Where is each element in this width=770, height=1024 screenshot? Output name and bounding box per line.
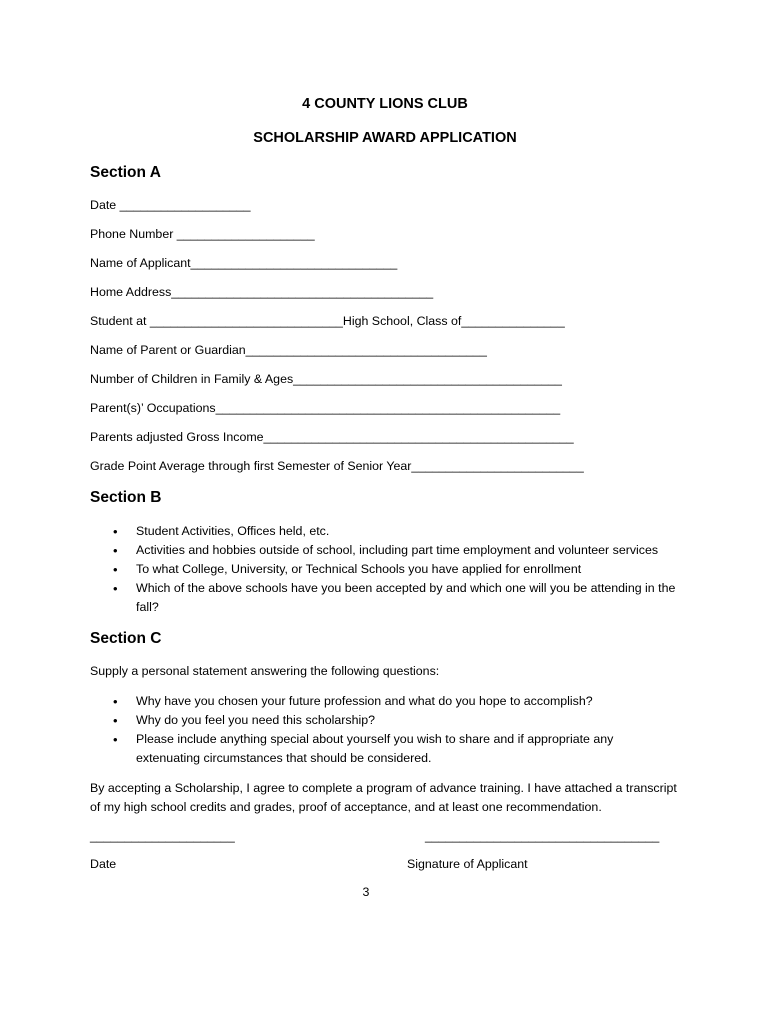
page-number: 3 — [362, 885, 370, 899]
section-c-list — [90, 692, 650, 768]
school-class-field[interactable]: Student at ____________________________High School, Class of_______________ — [90, 314, 565, 328]
club-title: 4 COUNTY LIONS CLUB — [302, 96, 468, 112]
parent-guardian-field[interactable]: Name of Parent or Guardian___________________________________ — [90, 343, 487, 357]
section-b-list — [90, 522, 690, 617]
gpa-field[interactable]: Grade Point Average through first Semester of Senior Year_________________________ — [90, 459, 584, 473]
list-item: • Activities and hobbies outside of school, including part time employment and volunteer services — [90, 541, 690, 560]
section-b-heading: Section B — [90, 489, 162, 506]
section-c-heading: Section C — [90, 630, 162, 647]
form-title: SCHOLARSHIP AWARD APPLICATION — [253, 130, 517, 146]
list-item: • To what College, University, or Technical Schools you have applied for enrollment — [90, 560, 690, 579]
parent-occupations-field[interactable]: Parent(s)’ Occupations__________________________________________________ — [90, 401, 561, 415]
phone-number-field[interactable]: Phone Number ____________________ — [90, 227, 315, 241]
agreement-statement: By accepting a Scholarship, I agree to complete a program of advance training. I have attached a transcript of my high school credits and grades, proof of acceptance, and at least one recommendation. — [90, 781, 677, 814]
list-item: • Why do you feel you need this scholarship? — [90, 711, 650, 730]
date-signature-line[interactable]: _____________________ — [90, 829, 235, 843]
signature-label: Signature of Applicant — [407, 857, 528, 871]
personal-statement-intro: Supply a personal statement answering the following questions: — [90, 664, 440, 678]
date-label: Date — [90, 857, 117, 871]
list-item: • Please include anything special about yourself you wish to share and if appropriate any extenuating circumstances that should be considered. — [90, 730, 650, 768]
list-item: • Student Activities, Offices held, etc. — [90, 522, 690, 541]
applicant-name-field[interactable]: Name of Applicant______________________________ — [90, 256, 398, 270]
section-a-heading: Section A — [90, 164, 161, 181]
home-address-field[interactable]: Home Address______________________________________ — [90, 285, 434, 299]
children-ages-field[interactable]: Number of Children in Family & Ages_______________________________________ — [90, 372, 562, 386]
list-item: • Which of the above schools have you been accepted by and which one will you be attending in the fall? — [90, 579, 690, 617]
gross-income-field[interactable]: Parents adjusted Gross Income_____________________________________________ — [90, 430, 574, 444]
date-field[interactable]: Date ___________________ — [90, 198, 251, 212]
list-item: • Why have you chosen your future profession and what do you hope to accomplish? — [90, 692, 650, 711]
applicant-signature-line[interactable]: __________________________________ — [425, 829, 660, 843]
